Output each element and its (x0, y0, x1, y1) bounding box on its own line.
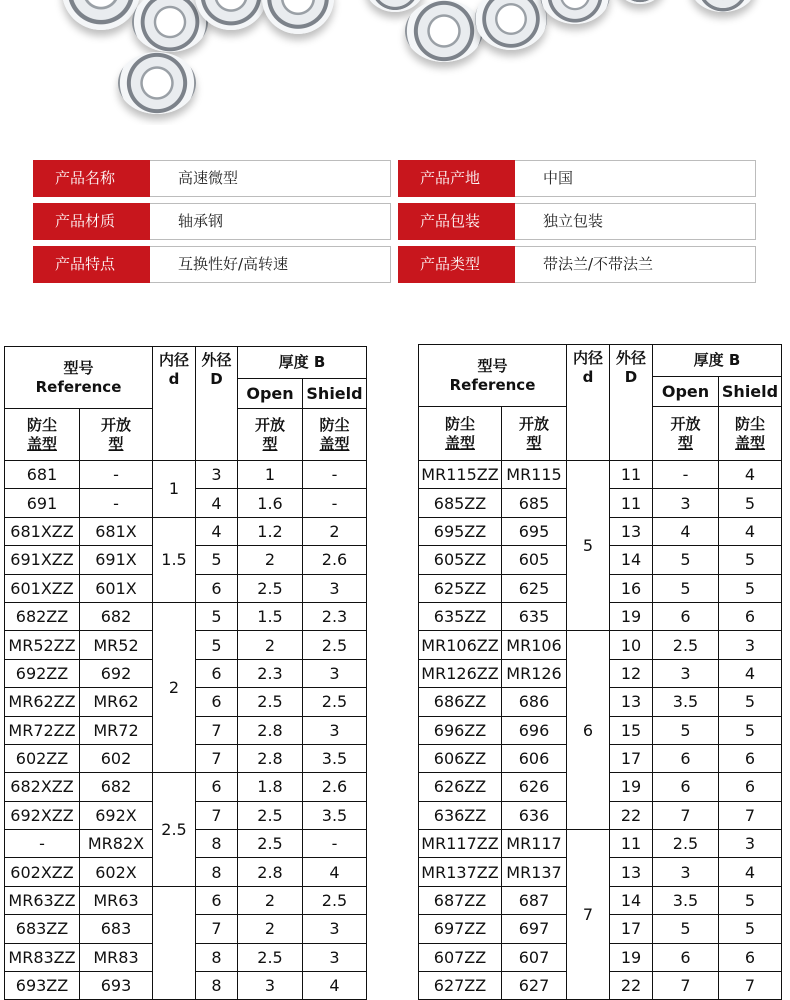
cell-outer-diameter: 22 (610, 972, 653, 1000)
cell-shielded-model: 697ZZ (419, 915, 502, 943)
cell-open-thickness: 1.5 (238, 602, 303, 630)
cell-outer-diameter: 11 (610, 830, 653, 858)
cell-shielded-model: MR83ZZ (5, 943, 80, 971)
cell-shielded-model: MR117ZZ (419, 830, 502, 858)
cell-shielded-model: 692XZZ (5, 801, 80, 829)
header-row (419, 345, 782, 377)
cell-open-model: 697 (502, 915, 567, 943)
cell-open-thickness: 6 (653, 773, 719, 801)
cell-open-model: 692X (80, 801, 153, 829)
cell-outer-diameter: 17 (610, 744, 653, 772)
header-row (5, 347, 367, 379)
cell-shielded-model: 625ZZ (419, 574, 502, 602)
cell-open-thickness: 2 (238, 546, 303, 574)
bearing-image (540, 0, 610, 24)
bearing-image (615, 0, 665, 4)
cell-open-thickness: 2 (238, 915, 303, 943)
cell-open-model: 636 (502, 801, 567, 829)
info-value: 独立包装 (515, 203, 756, 240)
cell-open-thickness: 2.5 (238, 688, 303, 716)
cell-shield-thickness: 6 (719, 943, 782, 971)
cell-shielded-model: 683ZZ (5, 915, 80, 943)
cell-outer-diameter: 17 (610, 915, 653, 943)
cell-shielded-model: MR52ZZ (5, 631, 80, 659)
cell-outer-diameter: 3 (196, 461, 238, 489)
cell-shield-thickness: 2.6 (303, 546, 367, 574)
cell-outer-diameter: 6 (196, 886, 238, 914)
cell-open-thickness: 5 (653, 915, 719, 943)
cell-shielded-model: 681 (5, 461, 80, 489)
cell-open-model: 606 (502, 744, 567, 772)
cell-shield-thickness: 5 (719, 489, 782, 517)
cell-outer-diameter: 14 (610, 546, 653, 574)
cell-shield-thickness: 3 (719, 631, 782, 659)
cell-open-thickness: 2 (238, 886, 303, 914)
info-row (398, 203, 756, 240)
cell-shield-thickness: 4 (719, 659, 782, 687)
cell-outer-diameter: 8 (196, 830, 238, 858)
cell-open-thickness: 3 (653, 489, 719, 517)
cell-shield-thickness: 3 (303, 716, 367, 744)
cell-open-model: 691X (80, 546, 153, 574)
cell-shielded-model: MR62ZZ (5, 688, 80, 716)
cell-shielded-model: 682XZZ (5, 773, 80, 801)
cell-shield-thickness: 5 (719, 574, 782, 602)
cell-open-thickness: 2.5 (238, 943, 303, 971)
cell-shield-thickness: 2.5 (303, 886, 367, 914)
cell-shielded-model: 635ZZ (419, 602, 502, 630)
cell-open-thickness: 5 (653, 574, 719, 602)
cell-open-model: 601X (80, 574, 153, 602)
bearing-image (262, 0, 334, 34)
cell-shielded-model: MR63ZZ (5, 886, 80, 914)
info-value: 互换性好/高转速 (150, 246, 391, 283)
cell-inner-diameter: 1.5 (153, 517, 196, 602)
header-thickness: 厚度 B (653, 345, 782, 377)
cell-outer-diameter: 19 (610, 943, 653, 971)
cell-open-model: 693 (80, 972, 153, 1000)
cell-shield-thickness: 4 (719, 858, 782, 886)
cell-shielded-model: 606ZZ (419, 744, 502, 772)
cell-outer-diameter: 15 (610, 716, 653, 744)
cell-outer-diameter: 6 (196, 773, 238, 801)
cell-shield-thickness: 3 (303, 659, 367, 687)
cell-open-model: 626 (502, 773, 567, 801)
cell-open-thickness: 3 (238, 972, 303, 1000)
cell-outer-diameter: 5 (196, 631, 238, 659)
cell-inner-diameter: 5 (567, 461, 610, 631)
cell-open-model: MR115 (502, 461, 567, 489)
cell-open-model: - (80, 461, 153, 489)
header-shield: Shield (303, 379, 367, 409)
cell-inner-diameter: 2.5 (153, 773, 196, 887)
header-open: Open (653, 377, 719, 407)
cell-shield-thickness: 3.5 (303, 801, 367, 829)
cell-shielded-model: 696ZZ (419, 716, 502, 744)
cell-open-thickness: 3.5 (653, 886, 719, 914)
cell-open-thickness: 6 (653, 744, 719, 772)
cell-shield-thickness: 2.5 (303, 688, 367, 716)
cell-shielded-model: MR126ZZ (419, 659, 502, 687)
cell-open-thickness: 2 (238, 631, 303, 659)
info-value: 高速微型 (150, 160, 391, 197)
bearing-image (62, 0, 140, 30)
cell-shielded-model: 601XZZ (5, 574, 80, 602)
cell-shield-thickness: 3.5 (303, 744, 367, 772)
cell-shield-thickness: 4 (719, 517, 782, 545)
info-label: 产品产地 (398, 160, 515, 197)
cell-shield-thickness: 5 (719, 546, 782, 574)
cell-open-model: 635 (502, 602, 567, 630)
cell-shield-thickness: 2 (303, 517, 367, 545)
info-label: 产品材质 (33, 203, 150, 240)
cell-shielded-model: 695ZZ (419, 517, 502, 545)
cell-open-model: 627 (502, 972, 567, 1000)
header-open-type: 开放 型 (502, 407, 567, 461)
bearing-image (405, 0, 483, 62)
cell-open-thickness: 2.3 (238, 659, 303, 687)
cell-open-thickness: 2.8 (238, 744, 303, 772)
table-row (5, 517, 367, 545)
cell-open-model: MR126 (502, 659, 567, 687)
spec-table-right (418, 344, 782, 1000)
cell-outer-diameter: 10 (610, 631, 653, 659)
cell-outer-diameter: 13 (610, 517, 653, 545)
header-shielded-type: 防尘 盖型 (303, 409, 367, 461)
table-row (5, 602, 367, 630)
cell-outer-diameter: 4 (196, 517, 238, 545)
cell-open-model: 681X (80, 517, 153, 545)
cell-shielded-model: MR115ZZ (419, 461, 502, 489)
header-model: 型号 Reference (419, 345, 567, 407)
cell-outer-diameter: 14 (610, 886, 653, 914)
header-thickness: 厚度 B (238, 347, 367, 379)
cell-shield-thickness: 4 (719, 461, 782, 489)
cell-shield-thickness: 7 (719, 801, 782, 829)
cell-open-thickness: 5 (653, 716, 719, 744)
cell-shield-thickness: - (303, 830, 367, 858)
cell-shield-thickness: 4 (303, 972, 367, 1000)
cell-inner-diameter: 7 (567, 830, 610, 1000)
cell-shield-thickness: - (303, 489, 367, 517)
cell-shield-thickness: 5 (719, 915, 782, 943)
cell-shielded-model: - (5, 830, 80, 858)
cell-shield-thickness: 3 (303, 943, 367, 971)
cell-open-thickness: 6 (653, 602, 719, 630)
cell-open-model: 602X (80, 858, 153, 886)
info-label: 产品类型 (398, 246, 515, 283)
info-value: 轴承钢 (150, 203, 391, 240)
info-row (33, 160, 391, 197)
cell-open-thickness: 2.8 (238, 716, 303, 744)
cell-shielded-model: 607ZZ (419, 943, 502, 971)
cell-open-model: MR137 (502, 858, 567, 886)
cell-shield-thickness: 2.6 (303, 773, 367, 801)
cell-shield-thickness: 2.5 (303, 631, 367, 659)
cell-outer-diameter: 8 (196, 858, 238, 886)
cell-outer-diameter: 12 (610, 659, 653, 687)
cell-shield-thickness: 5 (719, 688, 782, 716)
cell-outer-diameter: 7 (196, 915, 238, 943)
cell-shielded-model: 685ZZ (419, 489, 502, 517)
cell-inner-diameter: 2 (153, 602, 196, 772)
cell-open-model: 686 (502, 688, 567, 716)
cell-outer-diameter: 8 (196, 972, 238, 1000)
cell-shielded-model: 602ZZ (5, 744, 80, 772)
cell-inner-diameter: 1 (153, 461, 196, 518)
cell-outer-diameter: 8 (196, 943, 238, 971)
cell-shielded-model: 687ZZ (419, 886, 502, 914)
cell-open-model: 625 (502, 574, 567, 602)
cell-shielded-model: 602XZZ (5, 858, 80, 886)
cell-outer-diameter: 4 (196, 489, 238, 517)
cell-shield-thickness: 5 (719, 716, 782, 744)
cell-shield-thickness: 3 (719, 830, 782, 858)
info-value: 中国 (515, 160, 756, 197)
cell-shielded-model: 691XZZ (5, 546, 80, 574)
header-open: Open (238, 379, 303, 409)
header-shielded-type: 防尘 盖型 (5, 409, 80, 461)
cell-open-model: 682 (80, 602, 153, 630)
header-shielded-type: 防尘 盖型 (419, 407, 502, 461)
cell-outer-diameter: 22 (610, 801, 653, 829)
cell-open-model: 607 (502, 943, 567, 971)
cell-open-thickness: 1 (238, 461, 303, 489)
info-row (33, 203, 391, 240)
cell-open-model: MR52 (80, 631, 153, 659)
header-open-type: 开放 型 (80, 409, 153, 461)
bearing-image (690, 0, 756, 12)
table-row (419, 461, 782, 489)
cell-outer-diameter: 5 (196, 546, 238, 574)
cell-shielded-model: 681XZZ (5, 517, 80, 545)
cell-open-thickness: 2.8 (238, 858, 303, 886)
cell-open-thickness: 1.2 (238, 517, 303, 545)
header-shielded-type: 防尘 盖型 (719, 407, 782, 461)
cell-open-model: 685 (502, 489, 567, 517)
cell-outer-diameter: 7 (196, 744, 238, 772)
cell-outer-diameter: 7 (196, 716, 238, 744)
cell-open-thickness: 2.5 (653, 830, 719, 858)
cell-open-model: MR72 (80, 716, 153, 744)
cell-open-model: MR117 (502, 830, 567, 858)
cell-shield-thickness: 6 (719, 744, 782, 772)
cell-open-model: 602 (80, 744, 153, 772)
cell-shielded-model: 693ZZ (5, 972, 80, 1000)
cell-open-model: - (80, 489, 153, 517)
cell-open-thickness: 4 (653, 517, 719, 545)
cell-shield-thickness: 5 (719, 886, 782, 914)
cell-open-model: 695 (502, 517, 567, 545)
header-outer-diameter: 外径 D (196, 347, 238, 461)
cell-outer-diameter: 19 (610, 602, 653, 630)
header-model: 型号 Reference (5, 347, 153, 409)
product-photo (0, 0, 790, 125)
cell-open-thickness: - (653, 461, 719, 489)
bearing-image (475, 0, 547, 50)
cell-open-model: 687 (502, 886, 567, 914)
cell-shielded-model: MR137ZZ (419, 858, 502, 886)
spec-table-left (4, 346, 367, 1000)
cell-open-model: MR83 (80, 943, 153, 971)
cell-open-thickness: 7 (653, 972, 719, 1000)
cell-open-thickness: 2.5 (238, 574, 303, 602)
cell-open-thickness: 3 (653, 659, 719, 687)
header-inner-diameter: 内径 d (567, 345, 610, 461)
cell-shield-thickness: 3 (303, 574, 367, 602)
cell-outer-diameter: 6 (196, 659, 238, 687)
cell-open-thickness: 3 (653, 858, 719, 886)
cell-shield-thickness: 3 (303, 915, 367, 943)
cell-shield-thickness: 6 (719, 602, 782, 630)
cell-inner-diameter: 6 (567, 631, 610, 830)
table-row (5, 773, 367, 801)
table-row (419, 830, 782, 858)
cell-outer-diameter: 16 (610, 574, 653, 602)
cell-open-model: MR62 (80, 688, 153, 716)
cell-shielded-model: 691 (5, 489, 80, 517)
header-outer-diameter: 外径 D (610, 345, 653, 461)
cell-shield-thickness: 6 (719, 773, 782, 801)
cell-open-model: 696 (502, 716, 567, 744)
cell-open-thickness: 1.8 (238, 773, 303, 801)
header-inner-diameter: 内径 d (153, 347, 196, 461)
cell-shielded-model: 626ZZ (419, 773, 502, 801)
bearing-image (118, 52, 196, 114)
cell-open-thickness: 2.5 (238, 830, 303, 858)
cell-open-thickness: 2.5 (653, 631, 719, 659)
cell-open-thickness: 7 (653, 801, 719, 829)
info-row (398, 160, 756, 197)
cell-shielded-model: 682ZZ (5, 602, 80, 630)
cell-outer-diameter: 13 (610, 688, 653, 716)
cell-shielded-model: MR72ZZ (5, 716, 80, 744)
cell-shield-thickness: - (303, 461, 367, 489)
info-label: 产品名称 (33, 160, 150, 197)
cell-shielded-model: 636ZZ (419, 801, 502, 829)
cell-open-thickness: 1.6 (238, 489, 303, 517)
cell-shielded-model: 686ZZ (419, 688, 502, 716)
cell-outer-diameter: 6 (196, 688, 238, 716)
cell-outer-diameter: 19 (610, 773, 653, 801)
cell-open-model: 605 (502, 546, 567, 574)
cell-open-model: 683 (80, 915, 153, 943)
info-row (398, 246, 756, 283)
info-label: 产品包装 (398, 203, 515, 240)
header-open-type: 开放 型 (238, 409, 303, 461)
cell-open-thickness: 3.5 (653, 688, 719, 716)
cell-outer-diameter: 7 (196, 801, 238, 829)
cell-open-model: MR82X (80, 830, 153, 858)
cell-open-model: 682 (80, 773, 153, 801)
info-label: 产品特点 (33, 246, 150, 283)
cell-shield-thickness: 2.3 (303, 602, 367, 630)
cell-shield-thickness: 4 (303, 858, 367, 886)
info-row (33, 246, 391, 283)
cell-shielded-model: 627ZZ (419, 972, 502, 1000)
info-value: 带法兰/不带法兰 (515, 246, 756, 283)
cell-shielded-model: 605ZZ (419, 546, 502, 574)
cell-open-model: MR63 (80, 886, 153, 914)
cell-open-thickness: 5 (653, 546, 719, 574)
header-shield: Shield (719, 377, 782, 407)
cell-outer-diameter: 11 (610, 461, 653, 489)
cell-inner-diameter (153, 886, 196, 1000)
cell-shield-thickness: 7 (719, 972, 782, 1000)
cell-shielded-model: 692ZZ (5, 659, 80, 687)
table-row (5, 886, 367, 914)
cell-outer-diameter: 13 (610, 858, 653, 886)
header-open-type: 开放 型 (653, 407, 719, 461)
cell-open-thickness: 6 (653, 943, 719, 971)
cell-open-model: MR106 (502, 631, 567, 659)
cell-outer-diameter: 6 (196, 574, 238, 602)
cell-open-model: 692 (80, 659, 153, 687)
table-row (5, 461, 367, 489)
table-row (419, 631, 782, 659)
cell-outer-diameter: 5 (196, 602, 238, 630)
cell-shielded-model: MR106ZZ (419, 631, 502, 659)
cell-open-thickness: 2.5 (238, 801, 303, 829)
cell-outer-diameter: 11 (610, 489, 653, 517)
